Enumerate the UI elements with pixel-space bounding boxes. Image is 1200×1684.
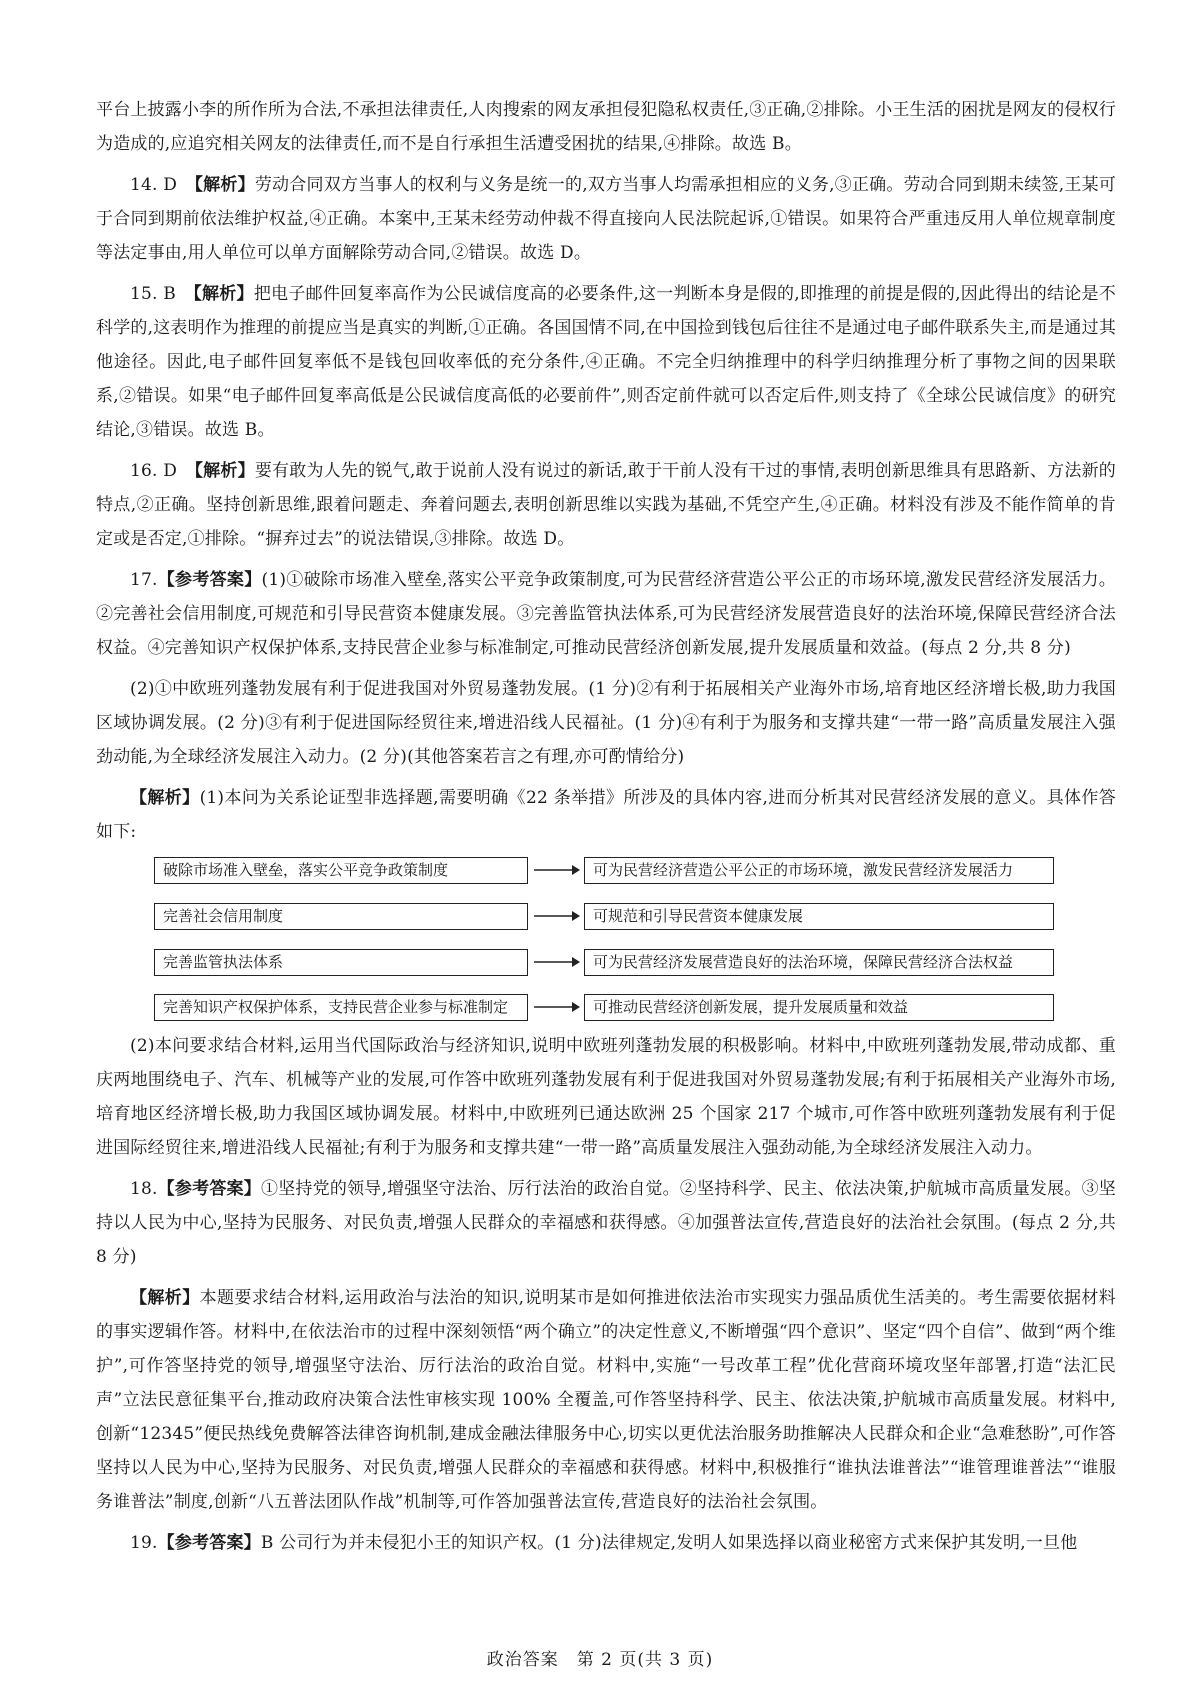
paragraph-q16: 16. D 【解析】要有敢为人先的锐气,敢于说前人没有说过的新话,敢于干前人没有干过的事情,表明创新思维具有思路新、方法新的特点,②正确。坚持创新思维,跟着问题走、奔着问题去,表明创新思维以实践为基础,不凭空产生,④正确。材料没有涉及不能作简单的肯定或是否定,①排除。“摒弃过去”的说法错误,③排除。故选 D。: [96, 461, 1117, 549]
paragraph-q17-analysis-2: (2)本问要求结合材料,运用当代国际政治与经济知识,说明中欧班列蓬勃发展的积极影响。材料中,中欧班列蓬勃发展,带动成都、重庆两地围绕电子、汽车、机械等产业的发展,可作答中欧班列蓬勃发展有利于促进我国对外贸易蓬勃发展;有利于拓展相关产业海外市场,培育地区经济增长极,助力我国区域协调发展。材料中,中欧班列已通达欧洲 25 个国家 217 个城市,可作答中欧班列蓬勃发展有利于促进国际经贸往来,增进沿线人民福祉;有利于为服务和支撑共建“一带一路”高质量发展注入强劲动能,为全球经济发展注入动力。: [96, 1036, 1116, 1158]
arrow-right-icon: [534, 909, 580, 923]
paragraph-q15: 15. B 【解析】把电子邮件回复率高作为公民诚信度高的必要条件,这一判断本身是假的,即推理的前提是假的,因此得出的结论是不科学的,这表明作为推理的前提应当是真实的判断,①正确。各国国情不同,在中国捡到钱包后往往不是通过电子邮件联系失主,而是通过其他途径。因此,电子邮件回复率低不是钱包回收率低的充分条件,④正确。不完全归纳推理中的科学归纳推理分析了事物之间的因果联系,②错误。如果“电子邮件回复率高低是公民诚信度高低的必要前件”,则否定前件就可以否定后件,则支持了《全球公民诚信度》的研究结论,③错误。故选 B。: [96, 284, 1117, 440]
question-number: 16. D: [130, 461, 178, 481]
arrow-right-icon: [534, 955, 580, 969]
paragraph-q18-analysis: 【解析】本题要求结合材料,运用政治与法治的知识,说明某市是如何推进依法治市实现实力强品质优生活美的。考生需要依据材料的事实逻辑作答。材料中,在依法治市的过程中深刻领悟“两个确立”的决定性意义,不断增强“四个意识”、坚定“四个自信”、做到“两个维护”,可作答坚持党的领导,增强坚守法治、厉行法治的政治自觉。材料中,实施“一号改革工程”优化营商环境攻坚年部署,打造“法汇民声”立法民意征集平台,推动政府决策合法性审核实现 100% 全覆盖,可作答坚持科学、民主、依法决策,护航城市高质量发展。材料中,创新“12345”便民热线免费解答法律咨询机制,建成金融法律服务中心,切实以更优法治服务助推解决人民群众和企业“急难愁盼”,可作答坚持以人民为中心,坚持为民服务、对民负责,增强人民群众的幸福感和获得感。材料中,积极推行“谁执法谁普法”“谁管理谁普法”“谁服务谁普法”制度,创新“八五普法团队作战”机制等,可作答加强普法宣传,营造良好的法治社会氛围。: [96, 1288, 1116, 1512]
question-number: 18.: [130, 1179, 158, 1199]
arrow-right-icon: [534, 863, 580, 877]
flow-row: [154, 903, 1054, 930]
flow-effect-box: 可推动民营经济创新发展，提升发展质量和效益: [584, 994, 1054, 1021]
paragraph-q18-answer: 18.【参考答案】①坚持党的领导,增强坚守法治、厉行法治的政治自觉。②坚持科学、民主、依法决策,护航城市高质量发展。③坚持以人民为中心,坚持为民服务、对民负责,增强人民群众的幸福感和获得感。④加强普法宣传,营造良好的法治社会氛围。(每点 2 分,共 8 分): [96, 1179, 1116, 1267]
paragraph-q17-answer-1: 17.【参考答案】(1)①破除市场准入壁垒,落实公平竞争政策制度,可为民营经济营造公平公正的市场环境,激发民营经济发展活力。②完善社会信用制度,可规范和引导民营资本健康发展。③完善监管执法体系,可为民营经济发展营造良好的法治环境,保障民营经济合法权益。④完善知识产权保护体系,支持民营企业参与标准制定,可推动民营经济创新发展,提升发展质量和效益。(每点 2 分,共 8 分): [96, 570, 1117, 658]
question-number: 14. D: [130, 175, 178, 195]
flow-cause-box: 破除市场准入壁垒，落实公平竞争政策制度: [154, 857, 528, 884]
flow-row: [154, 857, 1054, 884]
answer-tag: 【参考答案】: [157, 1533, 261, 1553]
question-number: 15. B: [130, 284, 176, 304]
page-footer: 政治答案 第 2 页(共 3 页): [486, 1650, 714, 1670]
flow-effect-box: 可为民营经济营造公平公正的市场环境，激发民营经济发展活力: [584, 857, 1054, 884]
paragraph-q14: 14. D 【解析】劳动合同双方当事人的权利与义务是统一的,双方当事人均需承担相应的义务,③正确。劳动合同到期未续签,王某可于合同到期前依法维护权益,④正确。本案中,王某未经劳动仲裁不得直接向人民法院起诉,①错误。如果符合严重违反用人单位规章制度等法定事由,用人单位可以单方面解除劳动合同,②错误。故选 D。: [96, 175, 1117, 263]
answer-tag: 【参考答案】: [157, 1179, 261, 1199]
flow-cause-box: 完善社会信用制度: [154, 903, 528, 930]
flow-effect-box: 可为民营经济发展营造良好的法治环境，保障民营经济合法权益: [584, 949, 1054, 976]
flow-row: [154, 949, 1054, 976]
flow-diagram: [154, 857, 1054, 1021]
analysis-tag: 【解析】: [194, 461, 255, 481]
analysis-tag: 【解析】: [130, 788, 200, 808]
paragraph-q17-answer-2: (2)①中欧班列蓬勃发展有利于促进我国对外贸易蓬勃发展。(1 分)②有利于拓展相关产业海外市场,培育地区经济增长极,助力我国区域协调发展。(2 分)③有利于促进国际经贸往来,增进沿线人民福祉。(1 分)④有利于为服务和支撑共建“一带一路”高质量发展注入强劲动能,为全球经济发展注入动力。(2 分)(其他答案若言之有理,亦可酌情给分): [96, 679, 1116, 767]
analysis-tag: 【解析】: [193, 284, 254, 304]
paragraph-q13-continued: 平台上披露小李的所作所为合法,不承担法律责任,人肉搜索的网友承担侵犯隐私权责任,③正确,②排除。小王生活的困扰是网友的侵权行为造成的,应追究相关网友的法律责任,而不是自行承担生活遭受困扰的结果,④排除。故选 B。: [96, 100, 1117, 154]
question-number: 17.: [130, 570, 158, 590]
flow-effect-box: 可规范和引导民营资本健康发展: [584, 903, 1054, 930]
analysis-tag: 【解析】: [194, 175, 255, 195]
analysis-tag: 【解析】: [130, 1288, 200, 1308]
flow-cause-box: 完善知识产权保护体系，支持民营企业参与标准制定: [154, 994, 528, 1021]
paragraph-q17-analysis-1: 【解析】(1)本问为关系论证型非选择题,需要明确《22 条举措》所涉及的具体内容,进而分析其对民营经济发展的意义。具体作答如下:: [96, 788, 1116, 842]
paragraph-q19-answer: 19.【参考答案】B 公司行为并未侵犯小王的知识产权。(1 分)法律规定,发明人如果选择以商业秘密方式来保护其发明,一旦他: [130, 1533, 1078, 1553]
flow-row: [154, 994, 1054, 1021]
arrow-right-icon: [534, 1000, 580, 1014]
answer-tag: 【参考答案】: [157, 570, 262, 590]
question-number: 19.: [130, 1533, 158, 1553]
flow-cause-box: 完善监管执法体系: [154, 949, 528, 976]
